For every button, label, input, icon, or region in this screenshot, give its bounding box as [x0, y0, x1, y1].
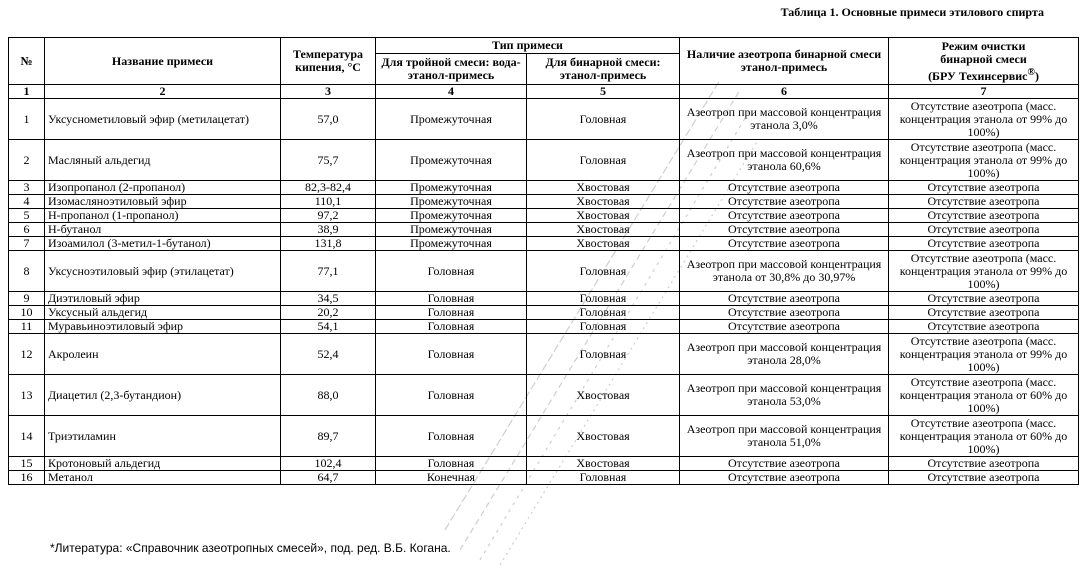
- cell-temp: 82,3-82,4: [281, 181, 376, 195]
- table-row: [9, 140, 1079, 181]
- cell-azeotrope: Азеотроп при массовой концентрация этанола 3,0%: [680, 99, 889, 140]
- header-azeotrope: Наличие азеотропа бинарной смеси этанол-примесь: [680, 38, 889, 85]
- cell-type-binary: Хвостовая: [527, 181, 680, 195]
- cell-name: Изомасляноэтиловый эфир: [45, 195, 281, 209]
- cell-num: 8: [9, 251, 45, 292]
- cell-mode: Отсутствие азеотропа: [889, 237, 1079, 251]
- table-row: [9, 251, 1079, 292]
- cell-name: Н-пропанол (1-пропанол): [45, 209, 281, 223]
- cell-num: 11: [9, 320, 45, 334]
- cell-num: 13: [9, 375, 45, 416]
- cell-temp: 110,1: [281, 195, 376, 209]
- cell-azeotrope: Отсутствие азеотропа: [680, 292, 889, 306]
- cell-num: 1: [9, 99, 45, 140]
- table-row: [9, 209, 1079, 223]
- table-row: [9, 195, 1079, 209]
- cell-temp: 52,4: [281, 334, 376, 375]
- cell-type-triple: Головная: [376, 251, 527, 292]
- cell-type-triple: Промежуточная: [376, 209, 527, 223]
- cell-type-binary: Головная: [527, 334, 680, 375]
- table-row: [9, 237, 1079, 251]
- cell-num: 15: [9, 457, 45, 471]
- cell-type-triple: Конечная: [376, 471, 527, 485]
- header-mode-line2: бинарной смеси: [940, 51, 1027, 66]
- cell-type-triple: Промежуточная: [376, 223, 527, 237]
- cell-name: Н-бутанол: [45, 223, 281, 237]
- cell-name: Уксусноэтиловый эфир (этилацетат): [45, 251, 281, 292]
- cell-num: 4: [9, 195, 45, 209]
- cell-name: Триэтиламин: [45, 416, 281, 457]
- header-type-binary: Для бинарной смеси: этанол-примесь: [527, 54, 680, 85]
- cell-mode: Отсутствие азеотропа (масс. концентрация этанола от 99% до 100%): [889, 251, 1079, 292]
- cell-mode: Отсутствие азеотропа: [889, 306, 1079, 320]
- cell-num: 9: [9, 292, 45, 306]
- cell-name: Муравьиноэтиловый эфир: [45, 320, 281, 334]
- cell-type-binary: Головная: [527, 320, 680, 334]
- colnum-1: 1: [9, 85, 45, 99]
- cell-type-binary: Хвостовая: [527, 195, 680, 209]
- cell-type-binary: Головная: [527, 306, 680, 320]
- cell-azeotrope: Отсутствие азеотропа: [680, 457, 889, 471]
- cell-mode: Отсутствие азеотропа (масс. концентрация этанола от 60% до 100%): [889, 375, 1079, 416]
- cell-name: Изоамилол (3-метил-1-бутанол): [45, 237, 281, 251]
- cell-mode: Отсутствие азеотропа: [889, 181, 1079, 195]
- cell-type-binary: Головная: [527, 251, 680, 292]
- cell-azeotrope: Отсутствие азеотропа: [680, 181, 889, 195]
- colnum-3: 3: [281, 85, 376, 99]
- cell-mode: Отсутствие азеотропа: [889, 223, 1079, 237]
- cell-azeotrope: Отсутствие азеотропа: [680, 306, 889, 320]
- header-name: Название примеси: [45, 38, 281, 85]
- table-row: [9, 416, 1079, 457]
- cell-num: 6: [9, 223, 45, 237]
- cell-num: 5: [9, 209, 45, 223]
- header-mode-line3: (БРУ Техинсервис: [928, 68, 1028, 83]
- cell-type-binary: Головная: [527, 292, 680, 306]
- colnum-5: 5: [527, 85, 680, 99]
- cell-temp: 57,0: [281, 99, 376, 140]
- cell-type-triple: Промежуточная: [376, 181, 527, 195]
- cell-azeotrope: Азеотроп при массовой концентрация этанола 53,0%: [680, 375, 889, 416]
- header-num: №: [9, 38, 45, 85]
- table-row: [9, 292, 1079, 306]
- cell-mode: Отсутствие азеотропа (масс. концентрация этанола от 99% до 100%): [889, 140, 1079, 181]
- cell-type-binary: Хвостовая: [527, 416, 680, 457]
- cell-azeotrope: Отсутствие азеотропа: [680, 320, 889, 334]
- header-mode: [889, 38, 1079, 85]
- cell-type-binary: Хвостовая: [527, 237, 680, 251]
- colnum-4: 4: [376, 85, 527, 99]
- header-type: Тип примеси: [376, 38, 680, 54]
- cell-mode: Отсутствие азеотропа (масс. концентрация этанола от 60% до 100%): [889, 416, 1079, 457]
- cell-temp: 131,8: [281, 237, 376, 251]
- cell-num: 10: [9, 306, 45, 320]
- cell-azeotrope: Азеотроп при массовой концентрация этанола 60,6%: [680, 140, 889, 181]
- cell-type-triple: Головная: [376, 334, 527, 375]
- cell-temp: 97,2: [281, 209, 376, 223]
- table-row: [9, 375, 1079, 416]
- cell-name: Диэтиловый эфир: [45, 292, 281, 306]
- cell-mode: Отсутствие азеотропа: [889, 457, 1079, 471]
- cell-type-triple: Промежуточная: [376, 195, 527, 209]
- cell-name: Кротоновый альдегид: [45, 457, 281, 471]
- cell-azeotrope: Отсутствие азеотропа: [680, 237, 889, 251]
- cell-type-triple: Головная: [376, 375, 527, 416]
- table-row: [9, 181, 1079, 195]
- footnote: *Литература: «Справочник азеотропных смесей», под. ред. В.Б. Когана.: [50, 541, 451, 555]
- cell-temp: 38,9: [281, 223, 376, 237]
- cell-type-triple: Головная: [376, 320, 527, 334]
- cell-type-binary: Хвостовая: [527, 223, 680, 237]
- colnum-6: 6: [680, 85, 889, 99]
- cell-type-triple: Промежуточная: [376, 140, 527, 181]
- cell-temp: 88,0: [281, 375, 376, 416]
- cell-azeotrope: Отсутствие азеотропа: [680, 223, 889, 237]
- cell-name: Изопропанол (2-пропанол): [45, 181, 281, 195]
- cell-type-binary: Головная: [527, 140, 680, 181]
- table-caption: Таблица 1. Основные примеси этилового спирта: [780, 5, 1044, 19]
- cell-num: 12: [9, 334, 45, 375]
- cell-name: Диацетил (2,3-бутандион): [45, 375, 281, 416]
- cell-name: Метанол: [45, 471, 281, 485]
- cell-type-triple: Промежуточная: [376, 99, 527, 140]
- header-mode-line1: Режим очистки: [941, 38, 1026, 53]
- cell-temp: 20,2: [281, 306, 376, 320]
- table-row: [9, 223, 1079, 237]
- cell-name: Акролеин: [45, 334, 281, 375]
- cell-name: Уксуснометиловый эфир (метилацетат): [45, 99, 281, 140]
- cell-num: 7: [9, 237, 45, 251]
- colnum-7: 7: [889, 85, 1079, 99]
- cell-mode: Отсутствие азеотропа (масс. концентрация этанола от 99% до 100%): [889, 99, 1079, 140]
- cell-temp: 34,5: [281, 292, 376, 306]
- cell-mode: Отсутствие азеотропа: [889, 320, 1079, 334]
- cell-type-triple: Промежуточная: [376, 237, 527, 251]
- cell-temp: 75,7: [281, 140, 376, 181]
- cell-type-triple: Головная: [376, 306, 527, 320]
- table-row: [9, 306, 1079, 320]
- cell-type-triple: Головная: [376, 457, 527, 471]
- cell-temp: 89,7: [281, 416, 376, 457]
- cell-azeotrope: Отсутствие азеотропа: [680, 471, 889, 485]
- cell-azeotrope: Азеотроп при массовой концентрация этанола 51,0%: [680, 416, 889, 457]
- cell-num: 3: [9, 181, 45, 195]
- cell-mode: Отсутствие азеотропа: [889, 471, 1079, 485]
- cell-type-binary: Хвостовая: [527, 457, 680, 471]
- table-row: [9, 320, 1079, 334]
- cell-num: 2: [9, 140, 45, 181]
- table-row: [9, 334, 1079, 375]
- cell-temp: 64,7: [281, 471, 376, 485]
- cell-mode: Отсутствие азеотропа: [889, 209, 1079, 223]
- header-mode-close: ): [1034, 68, 1039, 83]
- table-row: [9, 471, 1079, 485]
- cell-azeotrope: Азеотроп при массовой концентрация этанола 28,0%: [680, 334, 889, 375]
- cell-type-triple: Головная: [376, 292, 527, 306]
- cell-temp: 77,1: [281, 251, 376, 292]
- impurities-table: [8, 37, 1079, 485]
- cell-name: Масляный альдегид: [45, 140, 281, 181]
- cell-num: 16: [9, 471, 45, 485]
- header-temp: Температура кипения, °С: [281, 38, 376, 85]
- table-row: [9, 457, 1079, 471]
- cell-temp: 54,1: [281, 320, 376, 334]
- table-row: [9, 99, 1079, 140]
- cell-azeotrope: Азеотроп при массовой концентрация этанола от 30,8% до 30,97%: [680, 251, 889, 292]
- cell-type-binary: Головная: [527, 99, 680, 140]
- cell-num: 14: [9, 416, 45, 457]
- cell-name: Уксусный альдегид: [45, 306, 281, 320]
- cell-type-binary: Головная: [527, 471, 680, 485]
- cell-type-binary: Хвостовая: [527, 375, 680, 416]
- cell-mode: Отсутствие азеотропа (масс. концентрация этанола от 99% до 100%): [889, 334, 1079, 375]
- cell-mode: Отсутствие азеотропа: [889, 292, 1079, 306]
- registered-mark: ®: [1027, 66, 1035, 78]
- colnum-2: 2: [45, 85, 281, 99]
- cell-type-triple: Головная: [376, 416, 527, 457]
- cell-mode: Отсутствие азеотропа: [889, 195, 1079, 209]
- header-type-triple: Для тройной смеси: вода-этанол-примесь: [376, 54, 527, 85]
- cell-azeotrope: Отсутствие азеотропа: [680, 195, 889, 209]
- cell-azeotrope: Отсутствие азеотропа: [680, 209, 889, 223]
- cell-type-binary: Хвостовая: [527, 209, 680, 223]
- cell-temp: 102,4: [281, 457, 376, 471]
